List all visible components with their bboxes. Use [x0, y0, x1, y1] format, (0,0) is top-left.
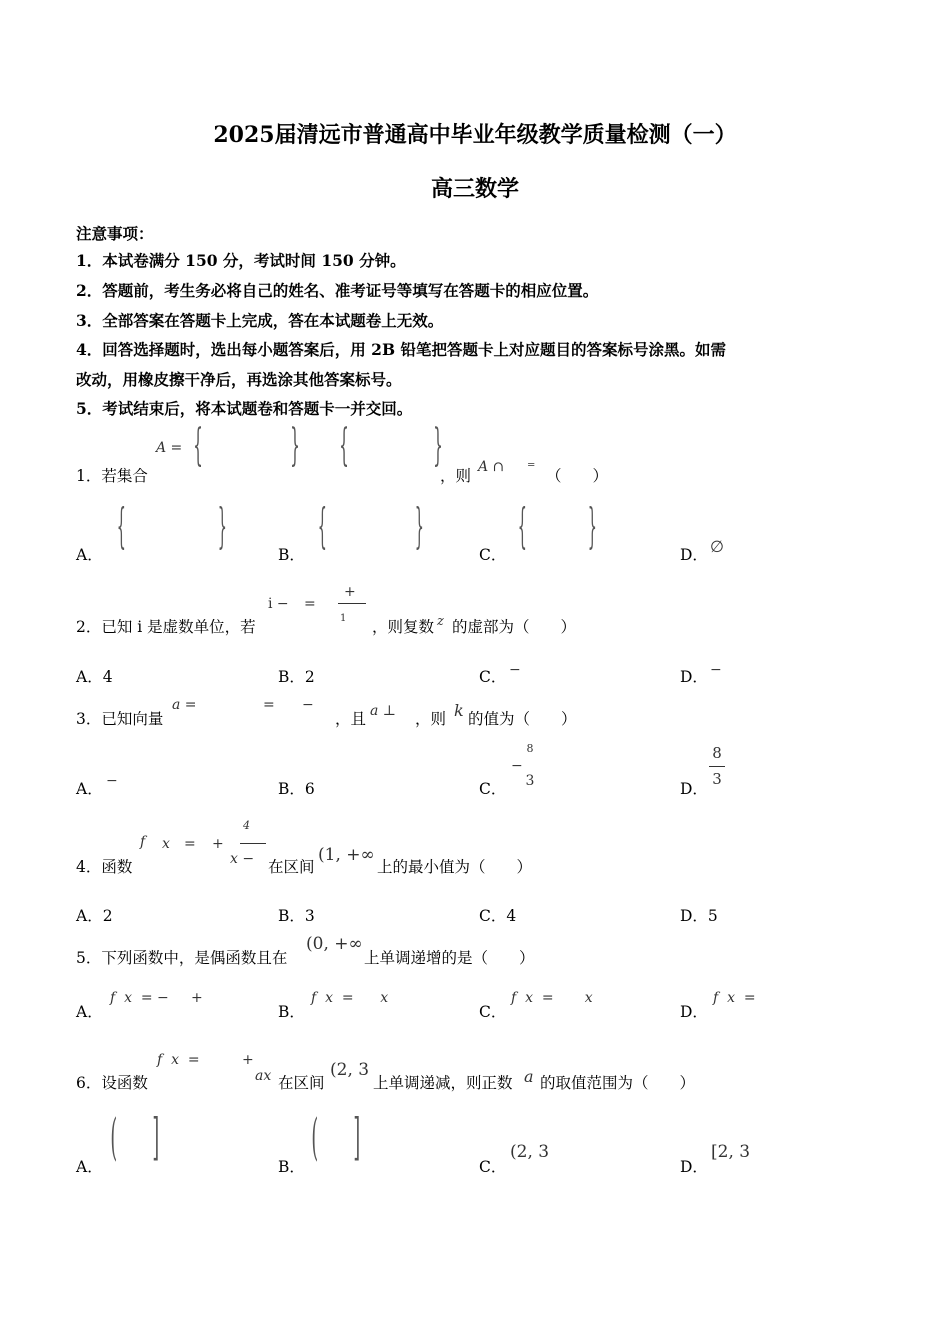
q5-option-a-value: f x = − + — [110, 990, 203, 1006]
notice-heading: 注意事项： — [76, 224, 154, 243]
left-paren-icon: ( — [110, 1108, 118, 1166]
q6-option-a: A． — [76, 1158, 103, 1176]
q4-numerator: 4 — [243, 819, 250, 832]
left-paren-icon: ( — [311, 1108, 319, 1166]
q4-x: x — [162, 836, 170, 852]
q4-denominator: x − — [230, 851, 255, 867]
fraction-bar — [240, 843, 266, 844]
q3-eq: = — [263, 697, 275, 713]
q4-option-d: D．5 — [680, 907, 718, 925]
q6-a: a — [524, 1067, 534, 1086]
q6-stem: 6．设函数 — [76, 1074, 148, 1092]
q3-option-a-value: − — [106, 773, 118, 789]
q5-stem: 5．下列函数中，是偶函数且在 — [76, 949, 288, 967]
q2-eq: = — [304, 596, 316, 612]
q6-option-d-value: [2, 3 — [711, 1142, 751, 1162]
q4-stem: 4．函数 — [76, 858, 133, 876]
notice-item: 4．回答选择题时，选出每小题答案后，用 2B 铅笔把答题卡上对应题目的答案标号涂黑。如需 — [76, 340, 726, 359]
q6-plus: + — [242, 1052, 254, 1068]
notice-item: 5．考试结束后，将本试题卷和答题卡一并交回。 — [76, 399, 413, 418]
q6-option-c: C． — [479, 1158, 507, 1176]
q2-option-b: B．2 — [278, 668, 315, 686]
q1-eq: = — [527, 460, 536, 471]
q4-stem-c: 上的最小值为（ ） — [377, 858, 533, 876]
q6-option-d: D． — [680, 1158, 708, 1176]
q1-option-a: A． — [76, 546, 103, 564]
q6-f: f x = — [157, 1052, 200, 1068]
q2-option-c: C． — [479, 668, 507, 686]
q3-option-c: C． — [479, 780, 507, 798]
q1-intersection: A ∩ — [478, 459, 505, 475]
q2-option-c-value: − — [509, 662, 521, 678]
q4-plus: + — [212, 836, 224, 852]
q3-k: k — [454, 701, 464, 720]
q3-perp: a ⊥ — [370, 703, 396, 719]
q3-minus: − — [302, 697, 314, 713]
q6-ax: ax — [255, 1068, 272, 1084]
q3-stem: 3．已知向量 — [76, 710, 164, 728]
left-brace-icon: { — [193, 420, 203, 471]
q5-option-a: A． — [76, 1003, 103, 1021]
q4-stem-b: 在区间 — [268, 858, 315, 876]
q2-i: i − — [268, 596, 289, 612]
q4-interval: (1, +∞ — [318, 845, 375, 865]
q1-option-b: B． — [278, 546, 305, 564]
q6-stem-d: 的取值范围为（ ） — [540, 1074, 696, 1092]
notice-item: 3．全部答案在答题卡上完成，答在本试题卷上无效。 — [76, 311, 444, 330]
left-brace-icon: { — [339, 420, 349, 471]
q6-stem-c: 上单调递减，则正数 — [373, 1074, 513, 1092]
q4-f: f — [140, 834, 146, 850]
exam-subject: 高三数学 — [430, 176, 519, 202]
q1-paren: （ ） — [546, 467, 609, 485]
q4-option-b: B．3 — [278, 907, 315, 925]
q5-option-c-value: f x = x — [511, 990, 593, 1006]
q2-option-d: D． — [680, 668, 708, 686]
q3-vector-a: a = — [172, 697, 197, 713]
q6-option-c-value: (2, 3 — [510, 1142, 550, 1162]
q2-stem: 2．已知 i 是虚数单位，若 — [76, 618, 256, 636]
right-bracket-icon: ] — [353, 1108, 361, 1166]
q5-option-c: C． — [479, 1003, 507, 1021]
q1-option-d: D． — [680, 546, 708, 564]
q6-stem-b: 在区间 — [278, 1074, 325, 1092]
q6-interval: (2, 3 — [330, 1060, 370, 1080]
q1-stem: 1．若集合 — [76, 467, 148, 485]
fraction-bar — [338, 603, 366, 604]
left-brace-icon: { — [517, 498, 527, 554]
right-brace-icon: } — [587, 498, 597, 554]
q3-option-d-numerator: 8 — [712, 744, 722, 762]
q1-option-c: C． — [479, 546, 507, 564]
q4-option-c: C．4 — [479, 907, 517, 925]
notice-item: 改动，用橡皮擦干净后，再选涂其他答案标号。 — [76, 370, 402, 389]
q2-z: z — [437, 614, 444, 629]
q2-stem-c: 的虚部为（ ） — [452, 618, 577, 636]
q3-stem-d: 的值为（ ） — [468, 710, 577, 728]
q5-option-d: D． — [680, 1003, 708, 1021]
q3-option-d-denominator: 3 — [712, 770, 722, 788]
q2-stem-b: ，则复数 — [372, 618, 435, 636]
right-brace-icon: } — [433, 420, 443, 471]
notice-item: 1．本试卷满分 150 分，考试时间 150 分钟。 — [76, 251, 406, 270]
q4-eq: = — [184, 836, 196, 852]
q3-option-c-sign: − — [511, 758, 523, 774]
q3-option-a: A． — [76, 780, 103, 798]
q2-plus: + — [344, 584, 356, 600]
right-bracket-icon: ] — [152, 1108, 160, 1166]
q5-option-b-value: f x = x — [311, 990, 389, 1006]
q3-option-c-denominator: 3 — [525, 773, 535, 789]
q3-option-b: B．6 — [278, 780, 315, 798]
q1-set-a: A = — [156, 440, 183, 456]
fraction-bar — [709, 766, 725, 767]
right-brace-icon: } — [217, 498, 227, 554]
q5-option-b: B． — [278, 1003, 305, 1021]
q1-stem-b: ，则 — [440, 467, 472, 485]
left-brace-icon: { — [116, 498, 126, 554]
q5-stem-b: 上单调递增的是（ ） — [364, 949, 535, 967]
right-brace-icon: } — [290, 420, 300, 471]
right-brace-icon: } — [414, 498, 424, 554]
q3-option-c-numerator: 8 — [526, 742, 534, 755]
q5-interval: (0, +∞ — [306, 934, 363, 954]
notice-item: 2．答题前，考生务必将自己的姓名、准考证号等填写在答题卡的相应位置。 — [76, 281, 599, 300]
exam-title: 2025届清远市普通高中毕业年级教学质量检测（一） — [213, 122, 737, 148]
q1-option-d-value: ∅ — [710, 537, 724, 556]
q3-option-d: D． — [680, 780, 708, 798]
q5-option-d-value: f x = — [713, 990, 756, 1006]
q6-option-b: B． — [278, 1158, 305, 1176]
q3-stem-b: ，且 — [335, 710, 367, 728]
q2-one: 1 — [340, 613, 347, 624]
q2-option-d-value: − — [710, 662, 722, 678]
q4-option-a: A．2 — [76, 907, 113, 925]
q3-stem-c: ，则 — [415, 710, 447, 728]
q2-option-a: A．4 — [76, 668, 113, 686]
left-brace-icon: { — [317, 498, 327, 554]
